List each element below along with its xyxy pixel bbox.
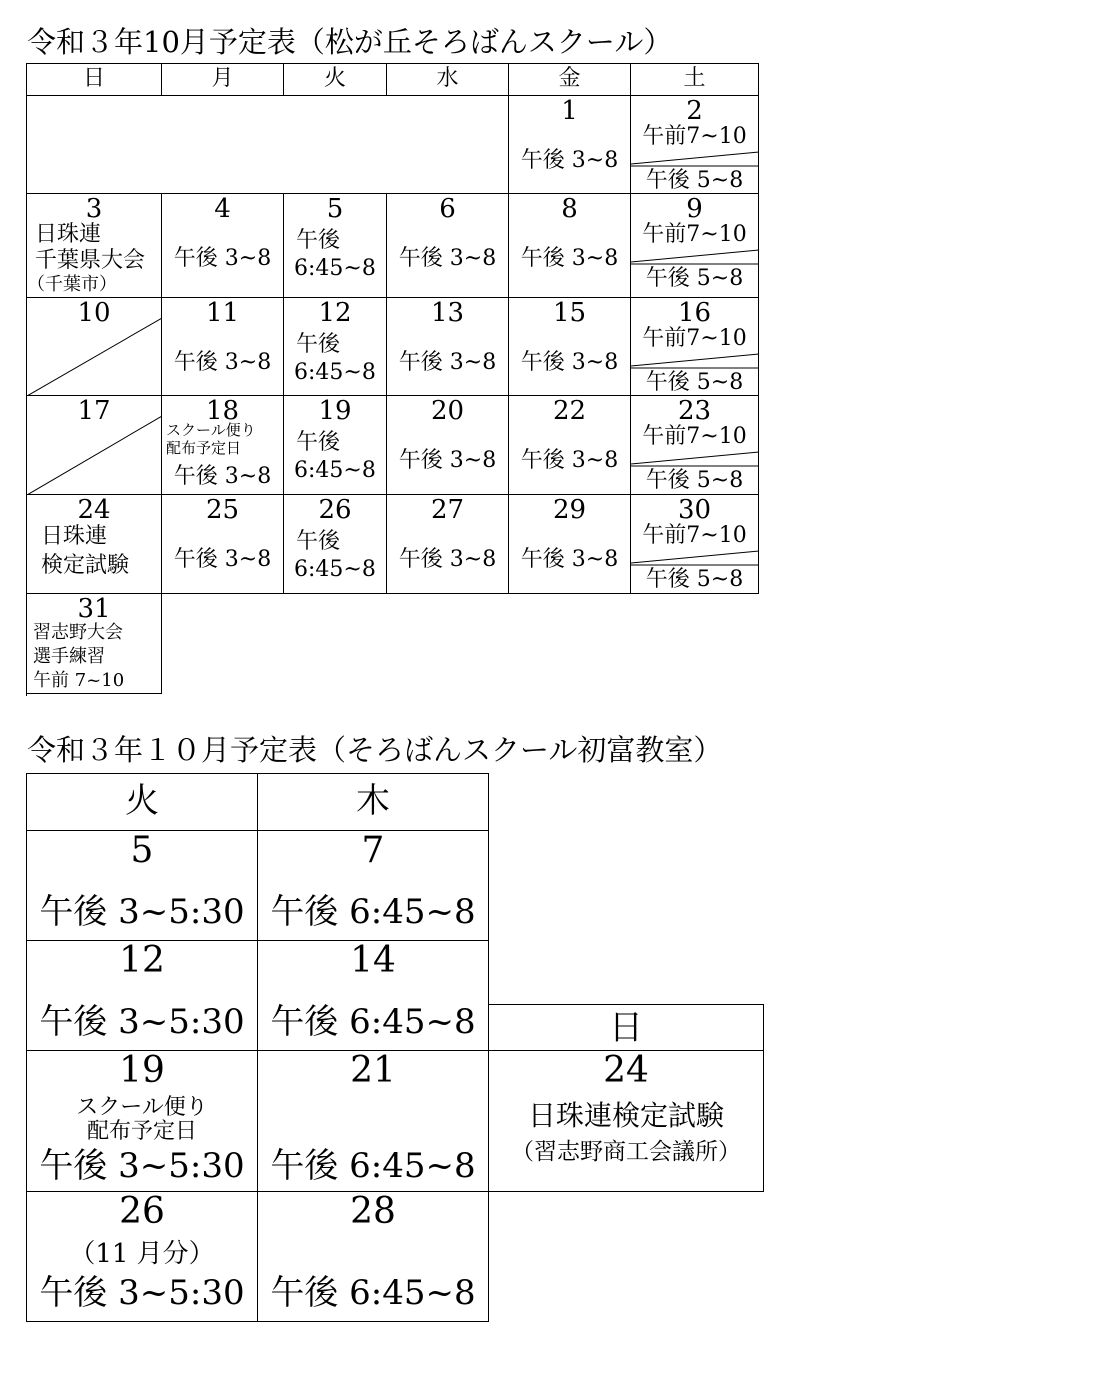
day-cell [509,96,631,194]
day-cell [162,396,284,495]
event-place: （習志野商工会議所） [511,1139,741,1165]
day-cell [26,1192,258,1322]
time-slot: 午後 3~8 [520,246,619,271]
morning-slot: 午前7~10 [642,124,747,149]
time-slot: 午後 3~8 [398,448,497,473]
event-line: 選手練習 [33,646,105,667]
time-slot: 午後 [296,228,341,253]
day-number: 20 [430,396,465,426]
time-slot: 午後 6:45~8 [270,1002,476,1042]
day-number: 21 [350,1050,396,1091]
morning-slot: 午前7~10 [642,424,747,449]
day-number: 24 [77,495,111,525]
event-line: （千葉市） [27,274,117,295]
time-slot: 午後 3~8 [173,547,272,572]
day-cell [27,495,162,594]
no-class-slash [27,396,162,495]
day-number: 23 [677,396,712,426]
day-number: 25 [205,495,240,525]
day-cell [631,96,759,194]
morning-slot: 午前7~10 [642,222,747,247]
event-line: 千葉県大会 [35,248,146,273]
day-cell [258,831,489,941]
day-cell [489,1051,764,1192]
day-cell [27,594,162,694]
day-number: 16 [677,298,712,328]
notice-line: 配布予定日 [86,1119,197,1144]
day-cell [284,396,387,495]
day-cell [509,194,631,298]
evening-slot: 午後 5~8 [645,468,744,493]
weekday-header-tue: 火 [284,64,387,96]
day-cell [27,194,162,298]
day-cell [27,298,162,396]
time-slot: 午後 3~5:30 [39,892,245,932]
time-slot: 6:45~8 [294,458,376,483]
time-slot: 午後 3~8 [398,350,497,375]
day-number: 19 [119,1050,165,1091]
day-number: 2 [686,96,703,126]
time-slot: 午後 [296,332,341,357]
evening-slot: 午後 5~8 [645,266,744,291]
time-slot: 午後 3~8 [520,448,619,473]
time-slot: 午後 3~8 [520,148,619,173]
day-number: 30 [677,495,712,525]
day-number: 9 [686,194,703,224]
time-slot: 午後 3~8 [173,246,272,271]
day-number: 12 [119,940,165,981]
time-slot: 午後 6:45~8 [270,1146,476,1186]
morning-slot: 午前7~10 [642,523,747,548]
time-slot: 午後 3~5:30 [39,1273,245,1313]
day-number: 8 [561,194,578,224]
evening-slot: 午後 5~8 [645,168,744,193]
time-slot: 午後 3~5:30 [39,1146,245,1186]
weekday-header-sun: 日 [489,1004,764,1051]
day-cell [162,298,284,396]
day-number: 15 [552,298,587,328]
day-cell [26,941,258,1051]
day-number: 6 [439,194,456,224]
time-slot: 6:45~8 [294,360,376,385]
time-slot: 午後 [296,529,341,554]
day-number: 7 [361,830,385,871]
time-slot: 午後 3~5:30 [39,1002,245,1042]
day-cell [27,396,162,495]
day-cell [509,495,631,594]
day-number: 26 [318,495,352,525]
day-number: 29 [552,495,587,525]
day-number: 24 [603,1050,649,1091]
weekday-header-mon: 月 [162,64,284,96]
day-number: 31 [77,594,111,624]
day-cell [631,194,759,298]
time-slot: 6:45~8 [294,557,376,582]
day-number: 11 [205,298,240,328]
event-line: 午前 7~10 [33,670,125,691]
schedule2-table [26,773,766,1323]
event-line: 習志野大会 [33,622,123,643]
morning-slot: 午前7~10 [642,326,747,351]
notice-line: スクール便り [166,421,256,439]
weekday-header-sat: 土 [631,64,759,96]
day-cell [631,298,759,396]
time-slot: 午後 3~8 [398,246,497,271]
weekday-header-tue: 火 [26,773,258,831]
schedule1-title: 令和３年10月予定表（松が丘そろばんスクール） [27,25,673,59]
day-cell [509,298,631,396]
weekday-header-thu: 木 [258,773,489,831]
day-cell [284,298,387,396]
day-cell [162,495,284,594]
day-number: 17 [77,396,111,426]
day-number: 26 [119,1191,165,1232]
day-number: 1 [561,96,578,126]
weekday-header-wed: 水 [387,64,509,96]
time-slot: 午後 [296,430,341,455]
day-number: 27 [430,495,465,525]
event-line: 日珠連 [35,222,102,247]
evening-slot: 午後 5~8 [645,567,744,592]
day-cell [26,1051,258,1192]
day-cell [631,396,759,495]
time-slot: 午後 6:45~8 [270,892,476,932]
weekday-header-sun: 日 [27,64,162,96]
notice-line: （11 月分） [69,1239,215,1269]
event-name: 日珠連検定試験 [527,1099,724,1132]
day-number: 13 [430,298,465,328]
day-cell [26,831,258,941]
schedule2-title: 令和３年１０月予定表（そろばんスクール初富教室） [27,733,723,767]
day-number: 4 [214,194,231,224]
day-cell [387,495,509,594]
day-number: 18 [205,396,240,426]
event-line: 日珠連 [41,524,108,549]
time-slot: 午後 3~8 [173,350,272,375]
day-cell [387,298,509,396]
day-number: 10 [77,298,111,328]
time-slot: 6:45~8 [294,256,376,281]
day-cell [631,495,759,594]
day-number: 22 [552,396,587,426]
day-number: 3 [85,194,103,224]
evening-slot: 午後 5~8 [645,370,744,395]
time-slot: 午後 3~8 [398,547,497,572]
day-number: 28 [350,1191,396,1232]
notice-line: 配布予定日 [166,439,242,457]
day-number: 5 [130,830,154,871]
day-number: 19 [318,396,352,426]
day-cell [387,194,509,298]
day-cell [387,396,509,495]
day-cell [284,495,387,594]
day-cell [509,396,631,495]
event-line: 検定試験 [41,553,130,578]
time-slot: 午後 3~8 [173,464,272,489]
time-slot: 午後 6:45~8 [270,1273,476,1313]
day-number: 12 [318,298,352,328]
weekday-header-fri: 金 [509,64,631,96]
day-cell [162,194,284,298]
day-number: 5 [326,194,344,224]
day-number: 14 [350,940,396,981]
day-cell [258,941,489,1051]
notice-line: スクール便り [76,1095,208,1120]
day-cell [258,1192,489,1322]
time-slot: 午後 3~8 [520,350,619,375]
time-slot: 午後 3~8 [520,547,619,572]
table-mask [162,597,762,697]
no-class-slash [27,298,162,396]
day-cell [284,194,387,298]
day-cell [258,1051,489,1192]
empty-cell [27,96,509,194]
